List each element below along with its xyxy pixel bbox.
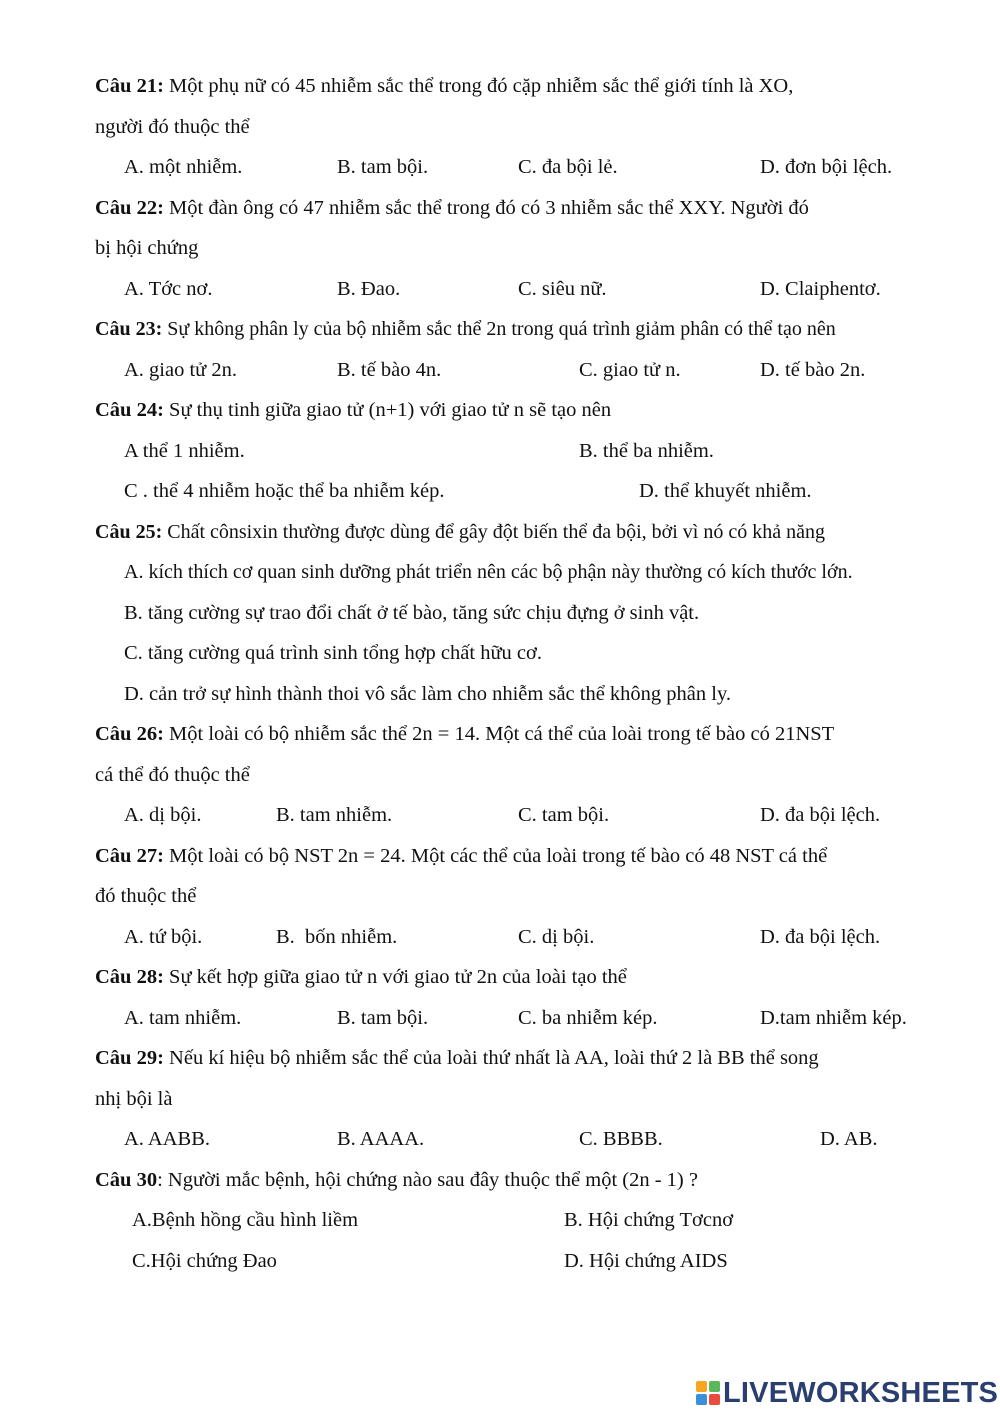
question-24-stem — [95, 398, 611, 422]
question-27-stem — [95, 844, 827, 868]
liveworksheets-logo-text: LIVEWORKSHEETS — [723, 1376, 999, 1409]
question-25-option-c[interactable]: C. tăng cường quá trình sinh tổng hợp chất hữu cơ. — [124, 642, 542, 664]
question-22-text-cont: bị hội chứng — [95, 237, 199, 259]
question-24-option-d[interactable]: D. thể khuyết nhiễm. — [639, 480, 812, 502]
question-23-option-b[interactable]: B. tế bào 4n. — [337, 359, 442, 381]
question-26-text: Một loài có bộ nhiễm sắc thể 2n = 14. Một cá thể của loài trong tế bào có 21NST — [169, 723, 835, 745]
question-24-text: Sự thụ tinh giữa giao tử (n+1) với giao tử n sẽ tạo nên — [169, 399, 612, 421]
question-27-text-cont: đó thuộc thể — [95, 885, 197, 907]
question-26-option-d[interactable]: D. đa bội lệch. — [760, 804, 881, 826]
question-21-option-c[interactable]: C. đa bội lẻ. — [518, 156, 618, 178]
question-22-stem — [95, 196, 809, 220]
question-25-text: Chất cônsixin thường được dùng để gây đột biến thể đa bội, bởi vì nó có khả năng — [167, 521, 825, 543]
question-21-stem — [95, 74, 793, 98]
question-27-number: Câu 27: — [95, 845, 164, 867]
question-27-option-b[interactable]: B. bốn nhiễm. — [276, 926, 398, 948]
question-30-number: Câu 30 — [95, 1169, 158, 1191]
question-29-text-cont: nhị bội là — [95, 1088, 173, 1110]
question-28-option-c[interactable]: C. ba nhiễm kép. — [518, 1007, 658, 1029]
question-23-stem — [95, 317, 836, 341]
question-23-option-a[interactable]: A. giao tử 2n. — [124, 359, 238, 381]
question-23-text: Sự không phân ly của bộ nhiễm sắc thể 2n trong quá trình giảm phân có thể tạo nên — [167, 318, 836, 340]
question-26-option-a[interactable]: A. dị bội. — [124, 804, 202, 826]
question-29-number: Câu 29: — [95, 1047, 164, 1069]
question-29-stem — [95, 1046, 819, 1070]
question-26-number: Câu 26: — [95, 723, 164, 745]
question-26-option-b[interactable]: B. tam nhiễm. — [276, 804, 393, 826]
question-25-option-d[interactable]: D. cản trở sự hình thành thoi vô sắc làm cho nhiễm sắc thể không phân ly. — [124, 683, 732, 705]
question-21-option-d[interactable]: D. đơn bội lệch. — [760, 156, 893, 178]
question-24-option-c[interactable]: C . thể 4 nhiễm hoặc thể ba nhiễm kép. — [124, 480, 445, 502]
question-29-option-d[interactable]: D. AB. — [820, 1128, 878, 1150]
question-25-option-a[interactable]: A. kích thích cơ quan sinh dưỡng phát triển nên các bộ phận này thường có kích thước lớn. — [124, 561, 853, 583]
question-23-option-c[interactable]: C. giao tử n. — [579, 359, 681, 381]
question-27-option-a[interactable]: A. tứ bội. — [124, 926, 203, 948]
question-30-option-c[interactable]: C.Hội chứng Đao — [132, 1250, 277, 1272]
question-30-text: : Người mắc bệnh, hội chứng nào sau đây thuộc thể một (2n - 1) ? — [157, 1169, 698, 1191]
question-28-option-a[interactable]: A. tam nhiễm. — [124, 1007, 242, 1029]
question-21-text: Một phụ nữ có 45 nhiễm sắc thể trong đó cặp nhiễm sắc thể giới tính là XO, — [169, 75, 794, 97]
question-22-option-a[interactable]: A. Tớc nơ. — [124, 278, 213, 300]
question-21-option-a[interactable]: A. một nhiễm. — [124, 156, 243, 178]
question-22-number: Câu 22: — [95, 197, 164, 219]
question-22-option-c[interactable]: C. siêu nữ. — [518, 278, 607, 300]
question-22-option-b[interactable]: B. Đao. — [337, 278, 401, 300]
question-21-text-cont: người đó thuộc thể — [95, 116, 250, 138]
question-26-option-c[interactable]: C. tam bội. — [518, 804, 610, 826]
question-27-text: Một loài có bộ NST 2n = 24. Một các thể của loài trong tế bào có 48 NST cá thể — [169, 845, 828, 867]
question-28-stem — [95, 965, 627, 989]
question-28-number: Câu 28: — [95, 966, 164, 988]
question-26-stem — [95, 722, 834, 746]
liveworksheets-logo — [696, 1376, 998, 1410]
question-26-text-cont: cá thể đó thuộc thể — [95, 764, 250, 786]
question-25-stem — [95, 520, 825, 544]
question-24-option-a[interactable]: A thể 1 nhiễm. — [124, 440, 245, 462]
question-30-option-d[interactable]: D. Hội chứng AIDS — [564, 1250, 728, 1272]
question-24-option-b[interactable]: B. thể ba nhiễm. — [579, 440, 714, 462]
question-29-text: Nếu kí hiệu bộ nhiễm sắc thể của loài thứ nhất là AA, loài thứ 2 là BB thể song — [169, 1047, 819, 1069]
question-28-text: Sự kết hợp giữa giao tử n với giao tử 2n của loài tạo thể — [169, 966, 627, 988]
question-30-stem — [95, 1168, 698, 1192]
question-23-number: Câu 23: — [95, 318, 163, 340]
question-21-option-b[interactable]: B. tam bội. — [337, 156, 429, 178]
question-22-text: Một đàn ông có 47 nhiễm sắc thể trong đó có 3 nhiễm sắc thể XXY. Người đó — [169, 197, 809, 219]
question-27-option-c[interactable]: C. dị bội. — [518, 926, 595, 948]
question-24-number: Câu 24: — [95, 399, 164, 421]
question-22-option-d[interactable]: D. Claiphentơ. — [760, 278, 881, 300]
question-29-option-b[interactable]: B. AAAA. — [337, 1128, 425, 1150]
question-21-number: Câu 21: — [95, 75, 164, 97]
question-28-option-d[interactable]: D.tam nhiễm kép. — [760, 1007, 907, 1029]
question-23-option-d[interactable]: D. tế bào 2n. — [760, 359, 866, 381]
question-30-option-a[interactable]: A.Bệnh hồng cầu hình liềm — [132, 1209, 359, 1231]
question-29-option-c[interactable]: C. BBBB. — [579, 1128, 663, 1150]
liveworksheets-logo-icon — [696, 1381, 720, 1405]
question-29-option-a[interactable]: A. AABB. — [124, 1128, 211, 1150]
question-25-option-b[interactable]: B. tăng cường sự trao đổi chất ở tế bào, tăng sức chịu đựng ở sinh vật. — [124, 602, 700, 624]
question-30-option-b[interactable]: B. Hội chứng Tơcnơ — [564, 1209, 734, 1231]
question-25-number: Câu 25: — [95, 521, 163, 543]
question-28-option-b[interactable]: B. tam bội. — [337, 1007, 429, 1029]
question-27-option-d[interactable]: D. đa bội lệch. — [760, 926, 881, 948]
